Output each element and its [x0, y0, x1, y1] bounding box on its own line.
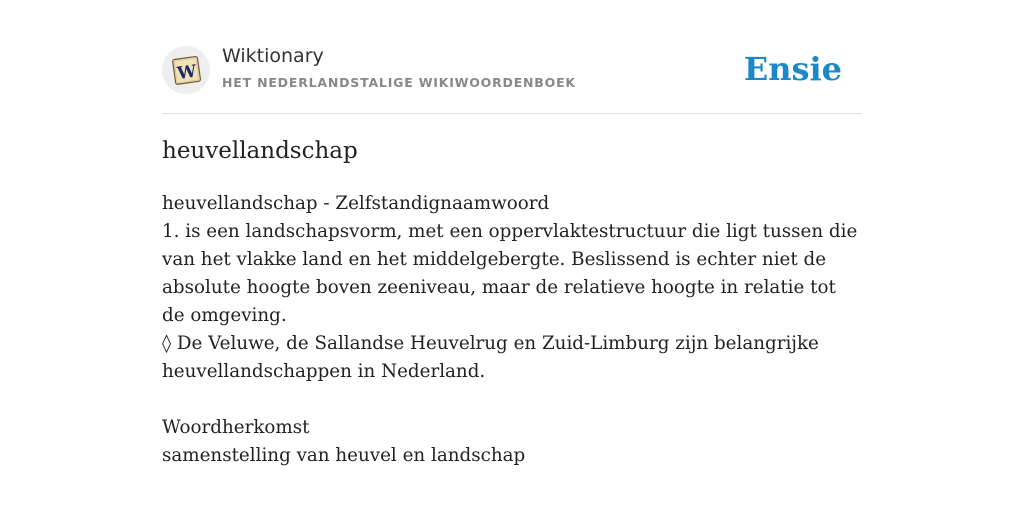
etymology-heading: Woordherkomst	[162, 417, 310, 438]
svg-text:W: W	[176, 61, 198, 85]
entry-card	[162, 0, 862, 466]
site-header	[162, 0, 862, 114]
part-of-speech-line: heuvellandschap - Zelfstandignaamwoord	[162, 193, 550, 214]
site-subtitle: HET NEDERLANDSTALIGE WIKIWOORDENBOEK	[222, 75, 576, 90]
definition-text: 1. is een landschapsvorm, met een oppervlaktestructuur die ligt tussen die van het vlakke land en het middelgebergte. Beslissend is echter niet de absolute hoogte boven zeeniveau, maar de relatieve hoogte in relatie tot de omgeving.	[162, 221, 858, 326]
wiktionary-logo-icon[interactable]	[162, 46, 210, 94]
etymology-text: samenstelling van heuvel en landschap	[162, 445, 526, 466]
section-spacer	[162, 386, 862, 414]
example-text: ◊ De Veluwe, de Sallandse Heuvelrug en Zuid-Limburg zijn belangrijke heuvellandschappen in Nederland.	[162, 333, 819, 382]
site-name[interactable]: Wiktionary	[222, 45, 324, 67]
entry-body	[162, 190, 862, 470]
page-title: heuvellandschap	[162, 138, 358, 164]
ensie-brand-link[interactable]: Ensie	[743, 50, 842, 88]
